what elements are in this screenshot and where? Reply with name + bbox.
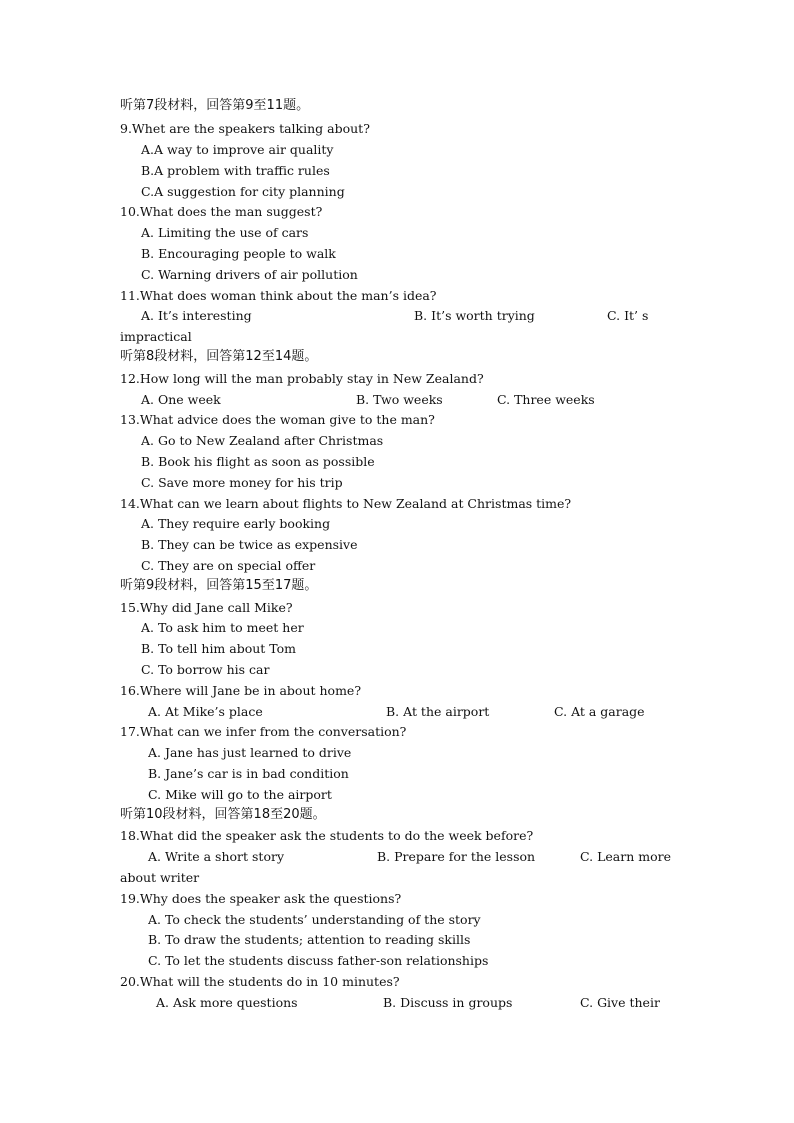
question-17-option-a: A. Jane has just learned to drive	[148, 745, 352, 760]
question-12-option-b: B. Two weeks	[356, 392, 443, 407]
question-17-option-c: C. Mike will go to the airport	[148, 787, 332, 802]
question-10-option-c: C. Warning drivers of air pollution	[141, 267, 358, 282]
question-13-stem: 13.What advice does the woman give to the man?	[120, 412, 435, 427]
question-18-stem: 18.What did the speaker ask the students to do the week before?	[120, 828, 534, 843]
question-16-option-b: B. At the airport	[386, 704, 490, 719]
question-16-option-c: C. At a garage	[554, 704, 645, 719]
question-14-option-c: C. They are on special offer	[141, 558, 316, 573]
question-19-option-c: C. To let the students discuss father-son relationships	[148, 953, 489, 968]
question-15-option-c: C. To borrow his car	[141, 662, 270, 677]
section-10-heading: 听第10段材料，回答第18至20题。	[120, 807, 326, 822]
question-19-stem: 19.Why does the speaker ask the questions?	[120, 891, 402, 906]
question-12-stem: 12.How long will the man probably stay in New Zealand?	[120, 371, 484, 386]
question-9-option-b: B.A problem with traffic rules	[141, 163, 330, 178]
question-13-option-a: A. Go to New Zealand after Christmas	[141, 433, 384, 448]
question-20-stem: 20.What will the students do in 10 minutes?	[120, 974, 400, 989]
question-20-option-c: C. Give their	[580, 995, 660, 1010]
section-8-heading: 听第8段材料，回答第12至14题。	[120, 349, 318, 364]
question-13-option-b: B. Book his flight as soon as possible	[141, 454, 375, 469]
question-12-options-row	[120, 390, 680, 410]
question-11-stem: 11.What does woman think about the man’s idea?	[120, 288, 437, 303]
question-19-option-b: B. To draw the students; attention to reading skills	[148, 932, 471, 947]
question-11-option-c-continued: impractical	[120, 329, 192, 344]
question-18-option-c: C. Learn more	[580, 849, 671, 864]
question-15-stem: 15.Why did Jane call Mike?	[120, 600, 293, 615]
question-10-option-b: B. Encouraging people to walk	[141, 246, 336, 261]
question-18-option-b: B. Prepare for the lesson	[377, 849, 536, 864]
question-18-option-c-continued: about writer	[120, 870, 200, 885]
question-9-option-c: C.A suggestion for city planning	[141, 184, 345, 199]
question-17-stem: 17.What can we infer from the conversation?	[120, 724, 407, 739]
question-11-options-row	[120, 306, 680, 326]
question-20-option-b: B. Discuss in groups	[383, 995, 513, 1010]
question-11-option-c: C. It’ s	[607, 308, 649, 323]
question-15-option-a: A. To ask him to meet her	[141, 620, 304, 635]
question-9-stem: 9.Whet are the speakers talking about?	[120, 121, 370, 136]
question-20-option-a: A. Ask more questions	[156, 995, 298, 1010]
question-14-option-b: B. They can be twice as expensive	[141, 537, 358, 552]
question-9-option-a: A.A way to improve air quality	[141, 142, 334, 157]
question-10-stem: 10.What does the man suggest?	[120, 204, 323, 219]
question-15-option-b: B. To tell him about Tom	[141, 641, 297, 656]
question-16-option-a: A. At Mike’s place	[148, 704, 263, 719]
question-17-option-b: B. Jane’s car is in bad condition	[148, 766, 349, 781]
question-12-option-c: C. Three weeks	[497, 392, 595, 407]
question-13-option-c: C. Save more money for his trip	[141, 475, 343, 490]
question-18-option-a: A. Write a short story	[148, 849, 285, 864]
question-14-option-a: A. They require early booking	[141, 516, 331, 531]
question-20-options-row	[120, 993, 680, 1013]
question-16-options-row	[120, 702, 680, 722]
question-16-stem: 16.Where will Jane be in about home?	[120, 683, 362, 698]
question-12-option-a: A. One week	[141, 392, 221, 407]
section-9-heading: 听第9段材料，回答第15至17题。	[120, 578, 318, 593]
section-7-heading: 听第7段材料，回答第9至11题。	[120, 98, 310, 113]
question-11-option-a: A. It’s interesting	[141, 308, 252, 323]
question-10-option-a: A. Limiting the use of cars	[141, 225, 309, 240]
question-14-stem: 14.What can we learn about flights to New Zealand at Christmas time?	[120, 496, 572, 511]
question-18-options-row	[120, 847, 680, 867]
question-11-option-b: B. It’s worth trying	[414, 308, 535, 323]
question-19-option-a: A. To check the students’ understanding of the story	[148, 912, 481, 927]
